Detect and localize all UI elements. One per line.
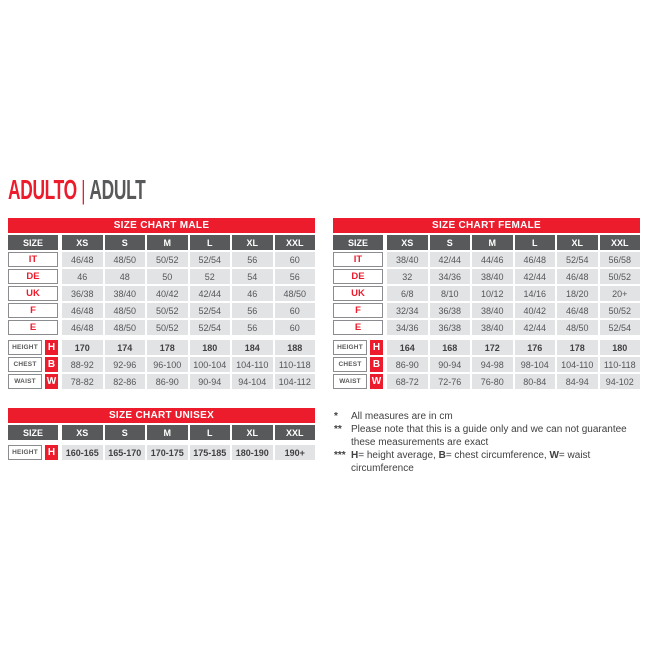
row-label-area <box>8 269 58 284</box>
size-value-cell: 48/50 <box>105 320 146 335</box>
column-header: XXL <box>275 235 316 250</box>
size-value-cell: 46/48 <box>557 269 598 284</box>
size-value-cell: 46 <box>62 269 103 284</box>
measure-label-area <box>8 340 58 355</box>
size-value-cell: 48/50 <box>275 286 316 301</box>
size-value-cell: 36/38 <box>62 286 103 301</box>
size-value-cell: 38/40 <box>472 320 513 335</box>
row-label-area <box>333 252 383 267</box>
footnote-text <box>351 449 644 475</box>
footnote-text <box>351 410 644 423</box>
measure-value-cell: 170-175 <box>147 445 188 460</box>
table-row <box>8 303 315 318</box>
measure-row-label: CHEST <box>8 357 42 372</box>
size-value-cell: 6/8 <box>387 286 428 301</box>
size-header-area <box>333 235 383 250</box>
column-header-row <box>8 425 315 440</box>
column-header: M <box>472 235 513 250</box>
measure-value-cell: 160-165 <box>62 445 103 460</box>
size-value-cell: 42/44 <box>515 269 556 284</box>
footnote-bold-term: B <box>438 450 446 461</box>
column-header-row <box>8 235 315 250</box>
measure-row <box>333 374 640 389</box>
footnote-marker: * <box>334 411 338 422</box>
column-header-cells <box>62 235 315 250</box>
row-cells <box>62 340 315 355</box>
measure-row <box>333 357 640 372</box>
measure-value-cell: 172 <box>472 340 513 355</box>
size-value-cell: 34/36 <box>387 320 428 335</box>
footnote-bold-term: W <box>549 450 559 461</box>
row-label-area <box>8 252 58 267</box>
size-value-cell: 56 <box>275 269 316 284</box>
footnote-segment: All measures are in cm <box>351 411 453 422</box>
size-row-label: UK <box>8 286 58 301</box>
row-label-area <box>333 269 383 284</box>
size-value-cell: 60 <box>275 320 316 335</box>
measure-value-cell: 94-102 <box>600 374 641 389</box>
measure-value-cell: 100-104 <box>190 357 231 372</box>
footnote-line <box>334 423 644 449</box>
size-value-cell: 46 <box>232 286 273 301</box>
measure-badge: H <box>45 445 58 460</box>
size-chart-male <box>8 218 315 389</box>
size-value-cell: 50/52 <box>147 303 188 318</box>
measure-value-cell: 72-76 <box>430 374 471 389</box>
measure-value-cell: 110-118 <box>275 357 316 372</box>
size-value-cell: 50/52 <box>147 252 188 267</box>
footnote-line <box>334 449 644 475</box>
measure-value-cell: 180 <box>600 340 641 355</box>
column-header: XL <box>232 425 273 440</box>
size-value-cell: 48/50 <box>105 303 146 318</box>
column-header: L <box>190 235 231 250</box>
measure-value-cell: 178 <box>557 340 598 355</box>
footnote-bold-term: H <box>351 450 359 461</box>
row-cells <box>387 269 640 284</box>
size-header-area <box>8 425 58 440</box>
size-value-cell: 52/54 <box>600 320 641 335</box>
measure-label-area <box>8 445 58 460</box>
measure-value-cell: 76-80 <box>472 374 513 389</box>
measure-value-cell: 96-100 <box>147 357 188 372</box>
row-label-area <box>8 320 58 335</box>
table-row <box>8 286 315 301</box>
size-chart-male-title: SIZE CHART MALE <box>8 218 315 233</box>
size-value-cell: 50 <box>147 269 188 284</box>
row-cells <box>62 374 315 389</box>
size-row-label: IT <box>8 252 58 267</box>
measure-value-cell: 180 <box>190 340 231 355</box>
size-value-cell: 50/52 <box>600 269 641 284</box>
measure-value-cell: 168 <box>430 340 471 355</box>
size-row-label: F <box>8 303 58 318</box>
measure-row <box>8 340 315 355</box>
measure-value-cell: 104-112 <box>275 374 316 389</box>
measure-value-cell: 86-90 <box>147 374 188 389</box>
measure-row-label: CHEST <box>333 357 367 372</box>
column-header: L <box>190 425 231 440</box>
row-label-area <box>8 303 58 318</box>
page-title-secondary: ADULT <box>89 174 146 205</box>
size-value-cell: 52/54 <box>190 303 231 318</box>
size-chart-female <box>333 218 640 389</box>
measure-badge: H <box>370 340 383 355</box>
row-label-area <box>333 303 383 318</box>
size-value-cell: 38/40 <box>387 252 428 267</box>
row-cells <box>62 445 315 460</box>
size-value-cell: 34/36 <box>430 269 471 284</box>
size-row-label: UK <box>333 286 383 301</box>
size-value-cell: 36/38 <box>430 320 471 335</box>
size-value-cell: 46/48 <box>515 252 556 267</box>
row-label-area <box>8 286 58 301</box>
table-row <box>8 252 315 267</box>
size-value-cell: 48/50 <box>557 320 598 335</box>
measure-label-area <box>333 374 383 389</box>
measure-value-cell: 170 <box>62 340 103 355</box>
measure-value-cell: 190+ <box>275 445 316 460</box>
footnote-text <box>351 423 644 449</box>
size-value-cell: 52/54 <box>190 320 231 335</box>
measure-value-cell: 180-190 <box>232 445 273 460</box>
size-value-cell: 44/46 <box>472 252 513 267</box>
size-row-label: F <box>333 303 383 318</box>
measure-badge: B <box>45 357 58 372</box>
size-value-cell: 54 <box>232 269 273 284</box>
size-value-cell: 50/52 <box>600 303 641 318</box>
column-header-row <box>333 235 640 250</box>
row-cells <box>387 340 640 355</box>
size-header-label: SIZE <box>8 425 58 440</box>
footnote-segment: = height average, <box>358 450 439 461</box>
size-value-cell: 32 <box>387 269 428 284</box>
measure-label-area <box>8 374 58 389</box>
size-header-label: SIZE <box>333 235 383 250</box>
size-value-cell: 38/40 <box>105 286 146 301</box>
page-title-separator: | <box>81 175 86 205</box>
footnote-segment: = chest circumference, <box>445 450 550 461</box>
measure-row-label: HEIGHT <box>8 340 42 355</box>
row-cells <box>62 320 315 335</box>
size-value-cell: 46/48 <box>62 252 103 267</box>
column-header: XXL <box>275 425 316 440</box>
size-header-label: SIZE <box>8 235 58 250</box>
page-title <box>8 176 145 204</box>
size-chart-female-title: SIZE CHART FEMALE <box>333 218 640 233</box>
measure-value-cell: 80-84 <box>515 374 556 389</box>
column-header: S <box>105 235 146 250</box>
column-header: XS <box>62 235 103 250</box>
measure-badge: H <box>45 340 58 355</box>
size-row-label: DE <box>333 269 383 284</box>
measure-value-cell: 178 <box>147 340 188 355</box>
size-value-cell: 56 <box>232 320 273 335</box>
size-value-cell: 48/50 <box>105 252 146 267</box>
row-cells <box>62 269 315 284</box>
size-row-label: IT <box>333 252 383 267</box>
size-value-cell: 42/44 <box>515 320 556 335</box>
size-header-area <box>8 235 58 250</box>
column-header-cells <box>387 235 640 250</box>
size-value-cell: 50/52 <box>147 320 188 335</box>
column-header: M <box>147 425 188 440</box>
footnote-line <box>334 410 644 423</box>
size-value-cell: 42/44 <box>190 286 231 301</box>
row-cells <box>387 303 640 318</box>
footnote-segment: Please note that this is a guide only and we can not guarantee these measurements are exact <box>351 424 627 448</box>
size-value-cell: 36/38 <box>430 303 471 318</box>
size-value-cell: 38/40 <box>472 303 513 318</box>
measure-row-label: WAIST <box>333 374 367 389</box>
measure-value-cell: 110-118 <box>600 357 641 372</box>
size-value-cell: 42/44 <box>430 252 471 267</box>
size-value-cell: 56/58 <box>600 252 641 267</box>
measure-label-area <box>8 357 58 372</box>
measure-value-cell: 90-94 <box>190 374 231 389</box>
size-row-label: E <box>8 320 58 335</box>
size-value-cell: 32/34 <box>387 303 428 318</box>
size-row-label: DE <box>8 269 58 284</box>
measure-value-cell: 84-94 <box>557 374 598 389</box>
size-value-cell: 40/42 <box>147 286 188 301</box>
column-header-cells <box>62 425 315 440</box>
footnotes <box>334 410 644 475</box>
measure-value-cell: 175-185 <box>190 445 231 460</box>
measure-value-cell: 98-104 <box>515 357 556 372</box>
measure-value-cell: 90-94 <box>430 357 471 372</box>
column-header: XS <box>62 425 103 440</box>
size-value-cell: 48 <box>105 269 146 284</box>
table-row <box>8 320 315 335</box>
table-row <box>8 269 315 284</box>
size-value-cell: 46/48 <box>62 303 103 318</box>
measure-badge: W <box>46 376 57 387</box>
column-header: S <box>430 235 471 250</box>
column-header: XL <box>557 235 598 250</box>
measure-value-cell: 88-92 <box>62 357 103 372</box>
measure-badge: B <box>370 357 383 372</box>
column-header: S <box>105 425 146 440</box>
row-cells <box>62 357 315 372</box>
size-value-cell: 60 <box>275 252 316 267</box>
size-chart-unisex <box>8 408 315 460</box>
row-cells <box>387 252 640 267</box>
footnote-marker: ** <box>334 424 342 435</box>
measure-row-label: WAIST <box>8 374 42 389</box>
measure-value-cell: 94-104 <box>232 374 273 389</box>
measure-value-cell: 174 <box>105 340 146 355</box>
size-row-label: E <box>333 320 383 335</box>
measure-row-label: HEIGHT <box>8 445 42 460</box>
size-value-cell: 60 <box>275 303 316 318</box>
row-cells <box>387 320 640 335</box>
size-value-cell: 18/20 <box>557 286 598 301</box>
measure-row-label: HEIGHT <box>333 340 367 355</box>
size-value-cell: 52/54 <box>190 252 231 267</box>
table-row <box>333 269 640 284</box>
measure-row <box>333 340 640 355</box>
size-value-cell: 20+ <box>600 286 641 301</box>
size-chart-unisex-title: SIZE CHART UNISEX <box>8 408 315 423</box>
row-cells <box>62 252 315 267</box>
measure-value-cell: 82-86 <box>105 374 146 389</box>
size-value-cell: 52 <box>190 269 231 284</box>
size-value-cell: 38/40 <box>472 269 513 284</box>
measure-value-cell: 165-170 <box>105 445 146 460</box>
row-cells <box>387 357 640 372</box>
size-value-cell: 52/54 <box>557 252 598 267</box>
measure-value-cell: 176 <box>515 340 556 355</box>
measure-value-cell: 188 <box>275 340 316 355</box>
measure-value-cell: 184 <box>232 340 273 355</box>
footnote-marker: *** <box>334 450 346 461</box>
measure-value-cell: 104-110 <box>232 357 273 372</box>
row-cells <box>62 286 315 301</box>
measure-value-cell: 86-90 <box>387 357 428 372</box>
size-value-cell: 8/10 <box>430 286 471 301</box>
column-header: XS <box>387 235 428 250</box>
size-value-cell: 56 <box>232 252 273 267</box>
size-value-cell: 46/48 <box>557 303 598 318</box>
page-title-primary: ADULTO <box>8 174 77 205</box>
measure-label-area <box>333 357 383 372</box>
row-label-area <box>333 286 383 301</box>
column-header: L <box>515 235 556 250</box>
measure-value-cell: 78-82 <box>62 374 103 389</box>
measure-value-cell: 164 <box>387 340 428 355</box>
row-cells <box>387 374 640 389</box>
measure-value-cell: 94-98 <box>472 357 513 372</box>
column-header: XL <box>232 235 273 250</box>
size-value-cell: 40/42 <box>515 303 556 318</box>
table-row <box>333 286 640 301</box>
column-header: M <box>147 235 188 250</box>
size-value-cell: 10/12 <box>472 286 513 301</box>
measure-value-cell: 92-96 <box>105 357 146 372</box>
row-cells <box>387 286 640 301</box>
measure-value-cell: 68-72 <box>387 374 428 389</box>
table-row <box>333 320 640 335</box>
measure-row <box>8 445 315 460</box>
row-label-area <box>333 320 383 335</box>
measure-row <box>8 374 315 389</box>
measure-value-cell: 104-110 <box>557 357 598 372</box>
size-value-cell: 14/16 <box>515 286 556 301</box>
footnote-segment: = waist circumference <box>351 450 591 474</box>
table-row <box>333 303 640 318</box>
column-header: XXL <box>600 235 641 250</box>
measure-row <box>8 357 315 372</box>
table-row <box>333 252 640 267</box>
size-value-cell: 46/48 <box>62 320 103 335</box>
row-cells <box>62 303 315 318</box>
measure-badge: W <box>371 376 382 387</box>
measure-label-area <box>333 340 383 355</box>
size-value-cell: 56 <box>232 303 273 318</box>
